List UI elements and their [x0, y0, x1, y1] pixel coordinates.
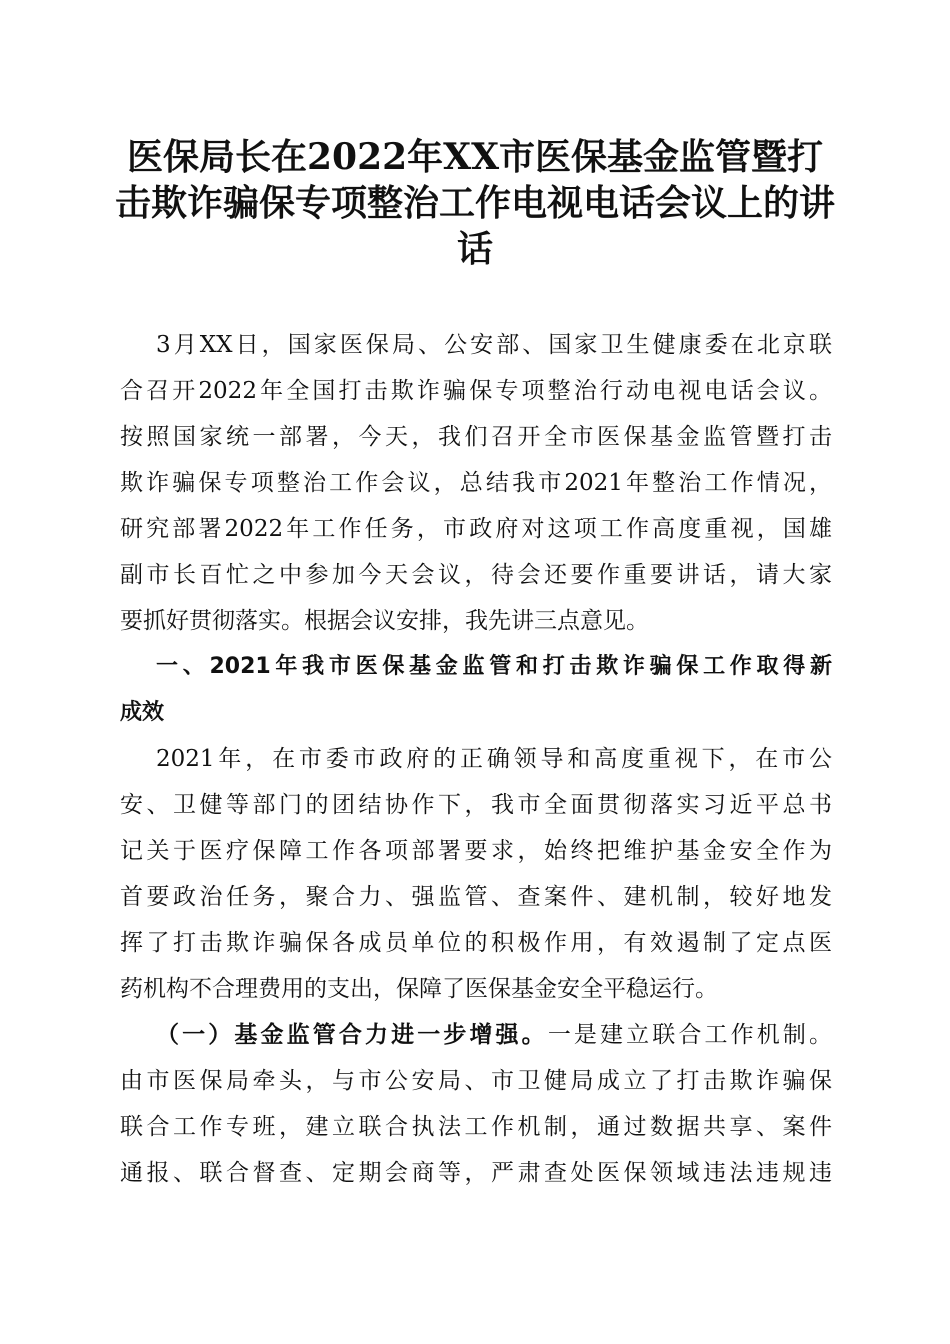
paragraph-achievements [120, 736, 832, 1012]
heading-line: 一、2021年我市医保基金监管和打击欺诈骗保工作取得新 [156, 654, 832, 679]
text-line: 按照国家统一部署，今天，我们召开全市医保基金监管暨打击 [120, 424, 832, 450]
text-line: 首要政治任务，聚合力、强监管、查案件、建机制，较好地发 [120, 884, 832, 910]
document-body [120, 322, 832, 1196]
text-line: 欺诈骗保专项整治工作会议，总结我市2021年整治工作情况， [120, 470, 832, 496]
paragraph-intro [120, 322, 832, 644]
text-line: 安、卫健等部门的团结协作下，我市全面贯彻落实习近平总书 [120, 792, 832, 818]
subsection-heading: （一）基金监管合力进一步增强。 [156, 1022, 548, 1048]
title-line: 击欺诈骗保专项整治工作电视电话会议上的讲 [114, 182, 835, 224]
document-title [100, 134, 850, 272]
text-line: 3月XX日，国家医保局、公安部、国家卫生健康委在北京联 [156, 332, 832, 358]
text-line: 记关于医疗保障工作各项部署要求，始终把维护基金安全作为 [120, 838, 832, 864]
text-line: 合召开2022年全国打击欺诈骗保专项整治行动电视电话会议。 [120, 378, 832, 404]
text-line: 副市长百忙之中参加今天会议，待会还要作重要讲话，请大家 [120, 562, 832, 588]
text-fragment: 一是建立联合工作机制。 [547, 1022, 832, 1048]
text-line: 挥了打击欺诈骗保各成员单位的积极作用，有效遏制了定点医 [120, 930, 832, 956]
title-line: 话 [456, 228, 493, 270]
text-line: 通报、联合督查、定期会商等，严肃查处医保领域违法违规违 [120, 1160, 832, 1186]
text-line: 由市医保局牵头，与市公安局、市卫健局成立了打击欺诈骗保 [120, 1068, 832, 1094]
heading-line: 成效 [120, 700, 165, 725]
section-heading [120, 644, 832, 736]
text-line: 2021年，在市委市政府的正确领导和高度重视下，在市公 [156, 746, 832, 772]
title-line: 医保局长在2022年XX市医保基金监管暨打 [126, 136, 824, 178]
text-line [120, 1012, 832, 1058]
text-line: 要抓好贯彻落实。根据会议安排，我先讲三点意见。 [120, 608, 649, 634]
text-line: 研究部署2022年工作任务，市政府对这项工作高度重视，国雄 [120, 516, 832, 542]
text-line: 药机构不合理费用的支出，保障了医保基金安全平稳运行。 [120, 976, 718, 1002]
paragraph-supervision [120, 1012, 832, 1196]
text-line: 联合工作专班，建立联合执法工作机制，通过数据共享、案件 [120, 1114, 832, 1140]
